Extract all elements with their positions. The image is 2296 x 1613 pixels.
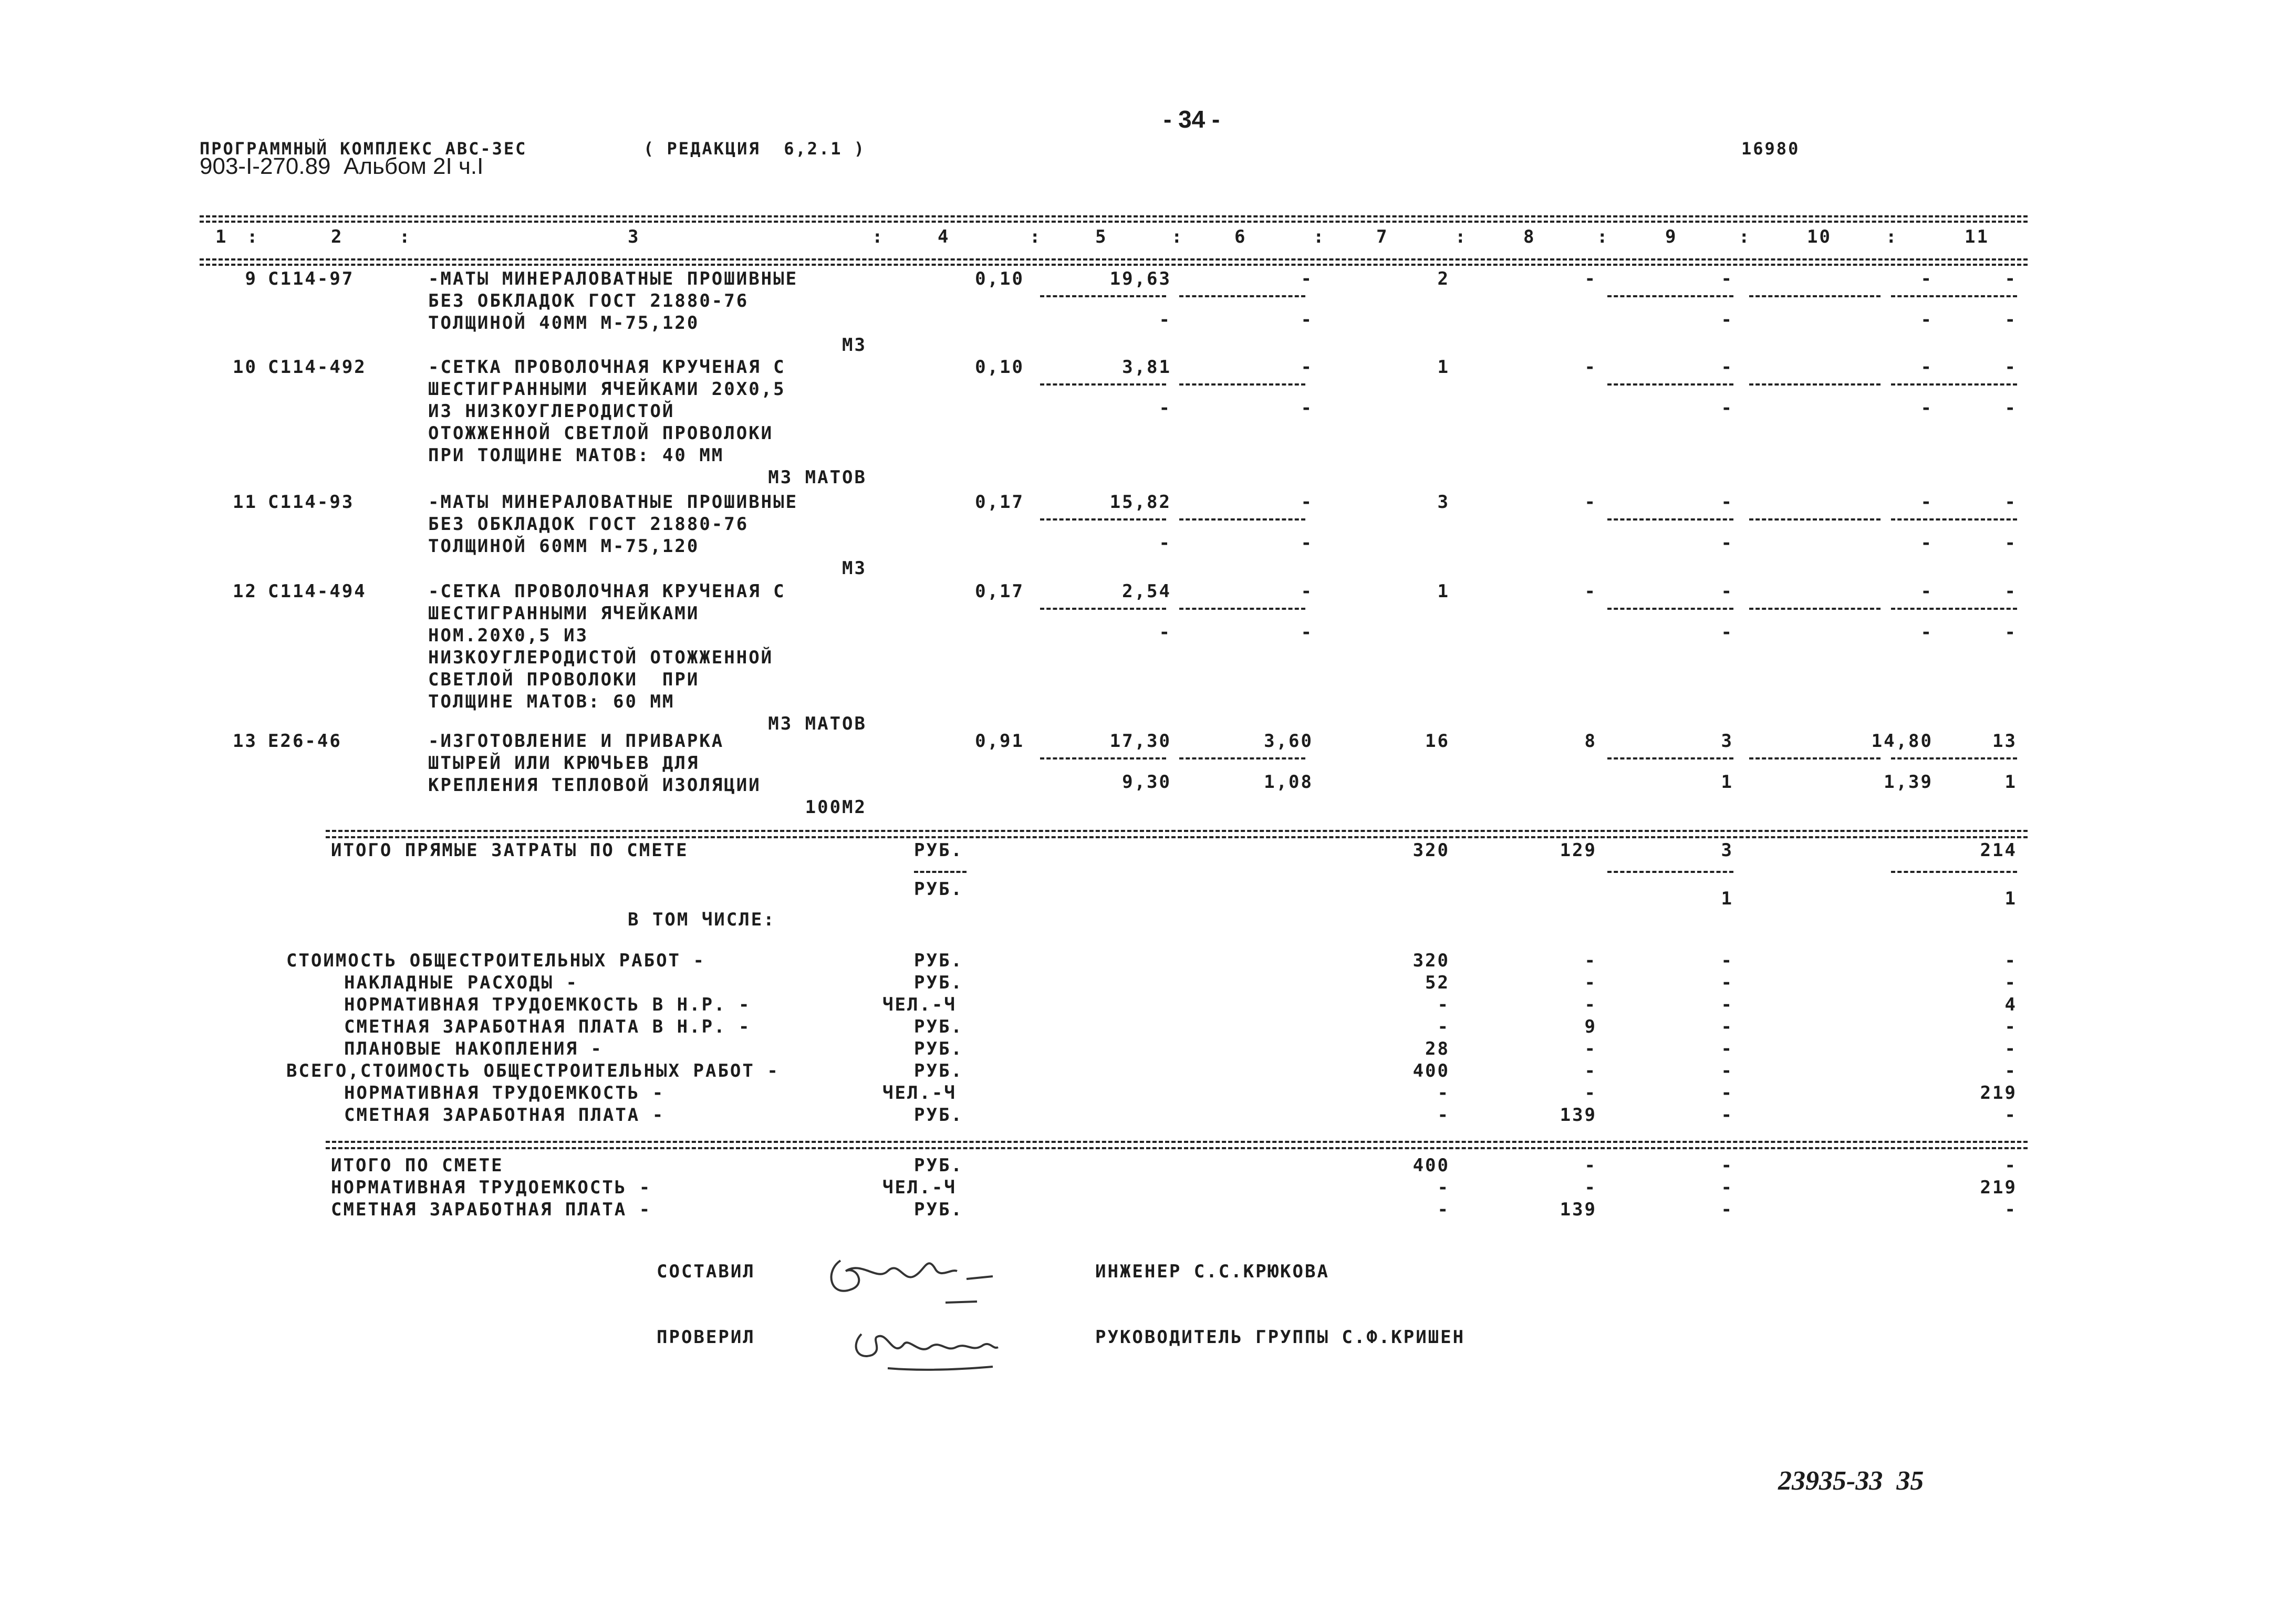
final-c7: - (1437, 1177, 1450, 1198)
column-header-11: 11 (1965, 226, 1989, 247)
summary-c9: - (1721, 1016, 1733, 1037)
row-c4: 0,17 (975, 492, 1024, 513)
compiled-signature (819, 1240, 1009, 1308)
row-code: С114-97 (268, 268, 355, 289)
row-code: С114-492 (268, 357, 367, 378)
row-c9: - (1721, 268, 1733, 289)
column-header-8: 8 (1523, 226, 1536, 247)
row-c8: - (1584, 357, 1597, 378)
final-c8: - (1584, 1177, 1597, 1198)
row-number: 11 (233, 492, 257, 513)
row-c7: 1 (1437, 581, 1450, 602)
row-c10: - (1920, 268, 1933, 289)
row-rule-c9 (1607, 383, 1733, 386)
row-rule-c9 (1607, 608, 1733, 610)
summary-c11: - (2004, 1105, 2017, 1126)
summary-c9: - (1721, 994, 1733, 1015)
direct-c11b: 1 (2004, 888, 2017, 909)
row-description-line: НИЗКОУГЛЕРОДИСТОЙ ОТОЖЖЕННОЙ (428, 647, 774, 668)
summary-c11: - (2004, 950, 2017, 971)
column-separator-5: : (1171, 226, 1184, 247)
row-description-line: ТОЛЩИНЕ МАТОВ: 60 ММ (428, 691, 675, 712)
final-top-rule-2 (326, 1147, 2028, 1149)
row-c8: - (1584, 492, 1597, 513)
direct-c11: 214 (1980, 840, 2017, 861)
row-number: 12 (233, 581, 257, 602)
summary-c7: 52 (1425, 972, 1450, 993)
row-c10: - (1920, 581, 1933, 602)
final-c11: - (2004, 1199, 2017, 1220)
totals-top-rule-2 (326, 836, 2028, 838)
row-c6: - (1301, 357, 1313, 378)
direct-costs-label: ИТОГО ПРЯМЫЕ ЗАТРАТЫ ПО СМЕТЕ (331, 840, 689, 861)
row-c6: - (1301, 492, 1313, 513)
row-c6b: 1,08 (1264, 772, 1313, 793)
direct-unit-rule (914, 871, 967, 873)
row-rule-c11 (1891, 757, 2017, 759)
row-description-line: НОМ.20Х0,5 ИЗ (428, 625, 589, 646)
row-rule-c10 (1749, 518, 1881, 521)
header-bottom-rule-2 (200, 264, 2028, 266)
row-rule-c10 (1749, 383, 1881, 386)
summary-c8: 139 (1560, 1105, 1597, 1126)
row-c7: 2 (1437, 268, 1450, 289)
row-description-line: ШЕСТИГРАННЫМИ ЯЧЕЙКАМИ 20Х0,5 (428, 379, 786, 400)
row-rule-c9 (1607, 757, 1733, 759)
summary-label: СМЕТНАЯ ЗАРАБОТНАЯ ПЛАТА - (344, 1105, 665, 1126)
page-number: - 34 - (1163, 106, 1220, 133)
summary-c9: - (1721, 950, 1733, 971)
row-c10: - (1920, 357, 1933, 378)
summary-c8: - (1584, 1038, 1597, 1059)
row-c11b: - (2004, 622, 2017, 643)
row-c6: 3,60 (1264, 731, 1313, 752)
row-c11: - (2004, 492, 2017, 513)
summary-label: ПЛАНОВЫЕ НАКОПЛЕНИЯ - (344, 1038, 603, 1059)
row-c6b: - (1301, 533, 1313, 554)
direct-c9-rule (1607, 871, 1733, 873)
row-c10: - (1920, 492, 1933, 513)
row-c9: - (1721, 581, 1733, 602)
final-unit: ЧЕЛ.-Ч (882, 1177, 957, 1198)
summary-c7: 320 (1412, 950, 1450, 971)
direct-c7: 320 (1412, 840, 1450, 861)
program-title: ПРОГРАММНЫЙ КОМПЛЕКС АВС-3ЕС (200, 139, 527, 159)
document-code: 16980 (1741, 139, 1800, 159)
row-c8: - (1584, 581, 1597, 602)
summary-c11: - (2004, 1060, 2017, 1081)
row-description-line: СВЕТЛОЙ ПРОВОЛОКИ ПРИ (428, 669, 700, 690)
row-code: С114-93 (268, 492, 355, 513)
column-header-7: 7 (1376, 226, 1389, 247)
final-label: НОРМАТИВНАЯ ТРУДОЕМКОСТЬ - (331, 1177, 652, 1198)
row-c4: 0,17 (975, 581, 1024, 602)
direct-c11-rule (1891, 871, 2017, 873)
row-number: 9 (245, 268, 257, 289)
row-rule-c5 (1040, 608, 1166, 610)
row-c5: 15,82 (1109, 492, 1171, 513)
row-description-line: М3 МАТОВ (768, 713, 867, 734)
summary-c8: - (1584, 950, 1597, 971)
row-c6: - (1301, 581, 1313, 602)
summary-unit: РУБ. (914, 950, 963, 971)
row-c9: 3 (1721, 731, 1733, 752)
summary-c11: 4 (2004, 994, 2017, 1015)
row-rule-c6 (1179, 757, 1305, 759)
summary-c8: - (1584, 1083, 1597, 1104)
row-rule-c6 (1179, 295, 1305, 297)
row-description-line: БЕЗ ОБКЛАДОК ГОСТ 21880-76 (428, 514, 749, 535)
summary-c11: 219 (1980, 1083, 2017, 1104)
summary-label: СМЕТНАЯ ЗАРАБОТНАЯ ПЛАТА В Н.Р. - (344, 1016, 751, 1037)
row-rule-c11 (1891, 608, 2017, 610)
column-header-1: 1 (215, 226, 228, 247)
row-description-line: -СЕТКА ПРОВОЛОЧНАЯ КРУЧЕНАЯ С (428, 357, 786, 378)
row-c7: 16 (1425, 731, 1450, 752)
footer-stamp: 23935-33 35 (1778, 1466, 1924, 1496)
summary-unit: РУБ. (914, 1060, 963, 1081)
final-c9: - (1721, 1199, 1733, 1220)
column-header-5: 5 (1095, 226, 1108, 247)
row-c5: 2,54 (1122, 581, 1171, 602)
column-separator-3: : (872, 226, 885, 247)
summary-unit: ЧЕЛ.-Ч (882, 994, 957, 1015)
direct-c9b: 1 (1721, 888, 1733, 909)
checked-label: ПРОВЕРИЛ (657, 1327, 755, 1348)
row-rule-c6 (1179, 383, 1305, 386)
row-c10b: 1,39 (1884, 772, 1933, 793)
column-separator-4: : (1030, 226, 1042, 247)
row-c6b: - (1301, 398, 1313, 419)
row-rule-c10 (1749, 757, 1881, 759)
row-c7: 1 (1437, 357, 1450, 378)
row-rule-c6 (1179, 608, 1305, 610)
column-separator-9: : (1739, 226, 1751, 247)
final-c8: - (1584, 1155, 1597, 1176)
column-header-9: 9 (1665, 226, 1678, 247)
row-c9b: - (1721, 398, 1733, 419)
row-description-line: ШТЫРЕЙ ИЛИ КРЮЧЬЕВ ДЛЯ (428, 753, 700, 774)
row-description-line: ПРИ ТОЛЩИНЕ МАТОВ: 40 ММ (428, 445, 724, 466)
row-rule-c11 (1891, 295, 2017, 297)
column-header-2: 2 (331, 226, 344, 247)
row-c9: - (1721, 492, 1733, 513)
final-unit: РУБ. (914, 1155, 963, 1176)
final-c9: - (1721, 1155, 1733, 1176)
summary-c11: - (2004, 1038, 2017, 1059)
row-c9b: - (1721, 622, 1733, 643)
row-rule-c11 (1891, 518, 2017, 521)
final-c11: 219 (1980, 1177, 2017, 1198)
summary-c9: - (1721, 972, 1733, 993)
row-c5b: 9,30 (1122, 772, 1171, 793)
summary-c9: - (1721, 1038, 1733, 1059)
row-rule-c5 (1040, 295, 1166, 297)
row-number: 13 (233, 731, 257, 752)
row-rule-c10 (1749, 608, 1881, 610)
row-c4: 0,10 (975, 268, 1024, 289)
row-description-line: ТОЛЩИНОЙ 40ММ М-75,120 (428, 313, 700, 334)
table-top-rule (200, 215, 2028, 217)
summary-unit: РУБ. (914, 972, 963, 993)
final-c8: 139 (1560, 1199, 1597, 1220)
final-c7: 400 (1412, 1155, 1450, 1176)
row-c9: - (1721, 357, 1733, 378)
row-description-line: М3 МАТОВ (768, 467, 867, 488)
row-c9b: - (1721, 533, 1733, 554)
row-c6b: - (1301, 622, 1313, 643)
final-c9: - (1721, 1177, 1733, 1198)
compiled-by: ИНЖЕНЕР С.С.КРЮКОВА (1095, 1261, 1329, 1282)
row-c4: 0,10 (975, 357, 1024, 378)
row-description-line: -МАТЫ МИНЕРАЛОВАТНЫЕ ПРОШИВНЫЕ (428, 492, 798, 513)
row-c6b: - (1301, 309, 1313, 330)
row-c5b: - (1159, 533, 1171, 554)
column-header-10: 10 (1807, 226, 1832, 247)
row-c5: 17,30 (1109, 731, 1171, 752)
summary-unit: РУБ. (914, 1016, 963, 1037)
summary-label: СТОИМОСТЬ ОБЩЕСТРОИТЕЛЬНЫХ РАБОТ - (286, 950, 705, 971)
final-label: СМЕТНАЯ ЗАРАБОТНАЯ ПЛАТА - (331, 1199, 652, 1220)
direct-c8: 129 (1560, 840, 1597, 861)
row-description-line: 100М2 (805, 797, 867, 818)
row-c5b: - (1159, 309, 1171, 330)
summary-c7: 400 (1412, 1060, 1450, 1081)
row-c8: - (1584, 268, 1597, 289)
row-rule-c5 (1040, 757, 1166, 759)
final-top-rule (326, 1141, 2028, 1143)
summary-c9: - (1721, 1060, 1733, 1081)
column-separator-1: : (247, 226, 259, 247)
column-separator-8: : (1597, 226, 1609, 247)
row-c9b: 1 (1721, 772, 1733, 793)
row-c10b: - (1920, 533, 1933, 554)
summary-c9: - (1721, 1083, 1733, 1104)
row-c6: - (1301, 268, 1313, 289)
row-rule-c10 (1749, 295, 1881, 297)
final-unit: РУБ. (914, 1199, 963, 1220)
row-c5: 3,81 (1122, 357, 1171, 378)
summary-c8: - (1584, 972, 1597, 993)
row-c5: 19,63 (1109, 268, 1171, 289)
summary-unit: ЧЕЛ.-Ч (882, 1083, 957, 1104)
summary-c8: - (1584, 1060, 1597, 1081)
summary-c9: - (1721, 1105, 1733, 1126)
column-header-4: 4 (938, 226, 950, 247)
program-edition: ( РЕДАКЦИЯ 6,2.1 ) (643, 139, 866, 159)
summary-c7: - (1437, 1105, 1450, 1126)
row-c11b: - (2004, 398, 2017, 419)
summary-unit: РУБ. (914, 1105, 963, 1126)
column-header-3: 3 (628, 226, 640, 247)
header-bottom-rule (200, 258, 2028, 261)
row-c10: 14,80 (1871, 731, 1933, 752)
row-rule-c5 (1040, 383, 1166, 386)
checked-by: РУКОВОДИТЕЛЬ ГРУППЫ С.Ф.КРИШЕН (1095, 1327, 1466, 1348)
row-c10b: - (1920, 309, 1933, 330)
summary-label: НАКЛАДНЫЕ РАСХОДЫ - (344, 972, 578, 993)
direct-costs-unit-2: РУБ. (914, 879, 963, 900)
compiled-label: СОСТАВИЛ (657, 1261, 755, 1282)
direct-c9: 3 (1721, 840, 1733, 861)
column-separator-2: : (399, 226, 412, 247)
final-c7: - (1437, 1199, 1450, 1220)
row-c8: 8 (1584, 731, 1597, 752)
row-rule-c9 (1607, 518, 1733, 521)
row-c4: 0,91 (975, 731, 1024, 752)
table-top-rule-2 (200, 221, 2028, 223)
summary-c7: - (1437, 994, 1450, 1015)
summary-c7: - (1437, 1016, 1450, 1037)
column-separator-7: : (1455, 226, 1468, 247)
row-c5b: - (1159, 398, 1171, 419)
summary-unit: РУБ. (914, 1038, 963, 1059)
summary-c7: 28 (1425, 1038, 1450, 1059)
row-c10b: - (1920, 622, 1933, 643)
row-description-line: М3 (842, 335, 867, 356)
row-c11b: - (2004, 309, 2017, 330)
direct-costs-unit: РУБ. (914, 840, 963, 861)
row-c7: 3 (1437, 492, 1450, 513)
row-c11b: 1 (2004, 772, 2017, 793)
row-rule-c11 (1891, 383, 2017, 386)
row-c9b: - (1721, 309, 1733, 330)
row-c11b: - (2004, 533, 2017, 554)
summary-label: ВСЕГО,СТОИМОСТЬ ОБЩЕСТРОИТЕЛЬНЫХ РАБОТ - (286, 1060, 780, 1081)
row-c11: - (2004, 357, 2017, 378)
row-description-line: -СЕТКА ПРОВОЛОЧНАЯ КРУЧЕНАЯ С (428, 581, 786, 602)
row-description-line: -ИЗГОТОВЛЕНИЕ И ПРИВАРКА (428, 731, 724, 752)
row-description-line: БЕЗ ОБКЛАДОК ГОСТ 21880-76 (428, 290, 749, 311)
row-rule-c5 (1040, 518, 1166, 521)
row-code: С114-494 (268, 581, 367, 602)
row-c10b: - (1920, 398, 1933, 419)
summary-c8: 9 (1584, 1016, 1597, 1037)
row-description-line: ОТОЖЖЕННОЙ СВЕТЛОЙ ПРОВОЛОКИ (428, 423, 774, 444)
summary-c11: - (2004, 1016, 2017, 1037)
row-c11: 13 (1992, 731, 2017, 752)
row-description-line: М3 (842, 558, 867, 579)
checked-signature (840, 1308, 1030, 1376)
row-c11: - (2004, 268, 2017, 289)
summary-c7: - (1437, 1083, 1450, 1104)
summary-label: НОРМАТИВНАЯ ТРУДОЕМКОСТЬ - (344, 1083, 665, 1104)
row-c5b: - (1159, 622, 1171, 643)
including-label: В ТОМ ЧИСЛЕ: (628, 909, 776, 930)
row-description-line: -МАТЫ МИНЕРАЛОВАТНЫЕ ПРОШИВНЫЕ (428, 268, 798, 289)
row-description-line: ТОЛЩИНОЙ 60ММ М-75,120 (428, 536, 700, 557)
row-number: 10 (233, 357, 257, 378)
project-number: 903-I-270.89 Альбом 2I ч.I (200, 153, 484, 179)
column-header-6: 6 (1234, 226, 1247, 247)
row-c11: - (2004, 581, 2017, 602)
totals-top-rule (326, 830, 2028, 832)
row-description-line: ШЕСТИГРАННЫМИ ЯЧЕЙКАМИ (428, 603, 700, 624)
row-rule-c9 (1607, 295, 1733, 297)
column-separator-10: : (1886, 226, 1898, 247)
summary-label: НОРМАТИВНАЯ ТРУДОЕМКОСТЬ В Н.Р. - (344, 994, 751, 1015)
column-separator-6: : (1313, 226, 1326, 247)
final-c11: - (2004, 1155, 2017, 1176)
row-description-line: КРЕПЛЕНИЯ ТЕПЛОВОЙ ИЗОЛЯЦИИ (428, 775, 761, 796)
summary-c8: - (1584, 994, 1597, 1015)
final-label: ИТОГО ПО СМЕТЕ (331, 1155, 504, 1176)
row-code: Е26-46 (268, 731, 342, 752)
row-description-line: ИЗ НИЗКОУГЛЕРОДИСТОЙ (428, 401, 675, 422)
row-rule-c6 (1179, 518, 1305, 521)
summary-c11: - (2004, 972, 2017, 993)
